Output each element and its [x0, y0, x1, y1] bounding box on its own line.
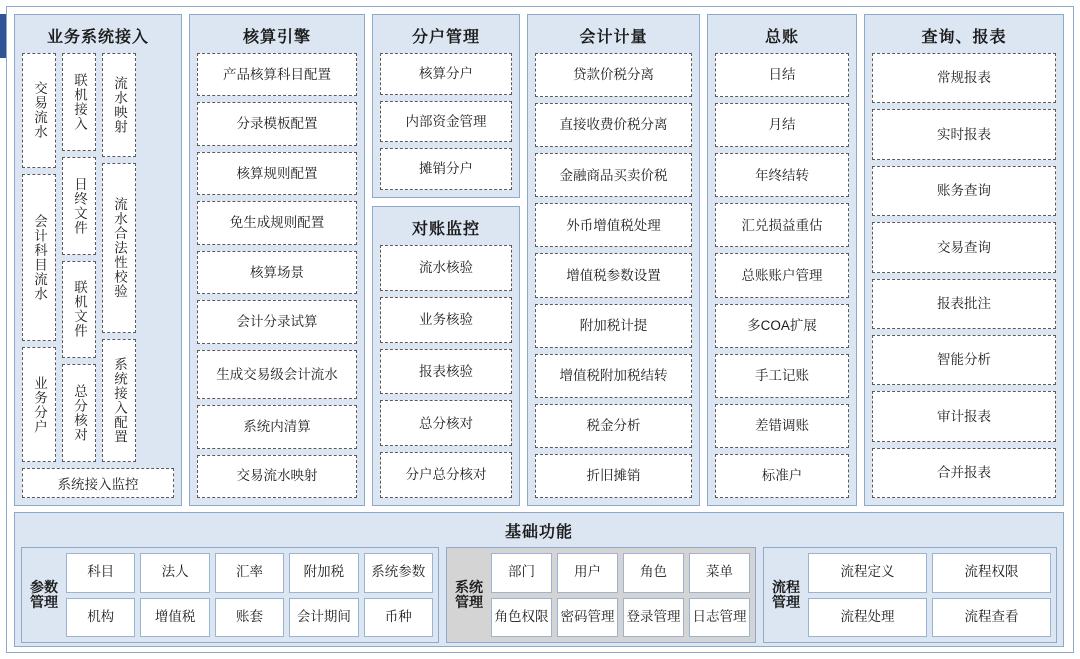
- column-reconciliation-monitor: [372, 206, 520, 506]
- cell-subject[interactable]: 科目: [66, 553, 135, 593]
- cell-menu[interactable]: 菜单: [689, 553, 750, 593]
- cell-surtax[interactable]: 附加税: [289, 553, 358, 593]
- cell-login-management[interactable]: 登录管理: [623, 598, 684, 638]
- cell-system-parameter[interactable]: 系统参数: [364, 553, 433, 593]
- box-loan-price-tax-split[interactable]: 贷款价税分离: [535, 53, 692, 97]
- box-accounting-rule-config[interactable]: 核算规则配置: [197, 152, 357, 195]
- box-total-sub-reconcile[interactable]: 总分核对: [62, 364, 96, 462]
- box-transaction-flow[interactable]: 交易流水: [22, 53, 56, 168]
- box-exempt-rule-config[interactable]: 免生成规则配置: [197, 201, 357, 244]
- business-access-body: [22, 53, 174, 498]
- box-tax-analysis[interactable]: 税金分析: [535, 404, 692, 448]
- box-fx-gain-loss-revaluation[interactable]: 汇兑损益重估: [715, 203, 849, 247]
- cell-account-set[interactable]: 账套: [215, 598, 284, 638]
- column-title: 分户管理: [411, 29, 480, 46]
- box-amortization-subaccount[interactable]: 摊销分户: [380, 148, 512, 190]
- cell-flow-processing[interactable]: 流程处理: [808, 598, 927, 638]
- business-access-grid: [22, 53, 174, 462]
- panel-system-management: [446, 547, 756, 643]
- column-title: 对账监控: [411, 221, 480, 238]
- box-online-access[interactable]: 联机接入: [62, 53, 96, 151]
- box-txn-flow-mapping[interactable]: 交易流水映射: [197, 455, 357, 498]
- box-audit-report[interactable]: 审计报表: [872, 391, 1056, 441]
- cell-department[interactable]: 部门: [491, 553, 552, 593]
- box-entry-template-config[interactable]: 分录模板配置: [197, 102, 357, 145]
- flow-items: [808, 553, 1051, 637]
- column-subaccount-wrapper: [372, 14, 520, 506]
- box-financial-product-trade-tax[interactable]: 金融商品买卖价税: [535, 153, 692, 197]
- box-consolidated-report[interactable]: 合并报表: [872, 448, 1056, 498]
- box-flow-legality-check[interactable]: 流水合法性校验: [102, 163, 136, 334]
- box-product-subject-config[interactable]: 产品核算科目配置: [197, 53, 357, 96]
- box-flow-verification[interactable]: 流水核验: [380, 245, 512, 291]
- cell-password-management[interactable]: 密码管理: [557, 598, 618, 638]
- cell-vat[interactable]: 增值税: [140, 598, 209, 638]
- box-report-verification[interactable]: 报表核验: [380, 349, 512, 395]
- box-subaccount-total-check[interactable]: 分户总分核对: [380, 452, 512, 498]
- basic-functions-section: [14, 512, 1064, 647]
- column-title: 业务系统接入: [46, 29, 149, 46]
- column-title: 总账: [764, 29, 799, 46]
- panel-label-system: 系统管理: [455, 578, 483, 610]
- measurement-items: [535, 53, 692, 498]
- system-items: [491, 553, 750, 637]
- box-daily-settlement[interactable]: 日结: [715, 53, 849, 97]
- cell-legal-entity[interactable]: 法人: [140, 553, 209, 593]
- general-ledger-items: [715, 53, 849, 498]
- column-business-access: [14, 14, 182, 506]
- box-account-subject-flow[interactable]: 会计科目流水: [22, 174, 56, 342]
- cell-flow-definition[interactable]: 流程定义: [808, 553, 927, 593]
- box-total-sub-check[interactable]: 总分核对: [380, 400, 512, 446]
- column-title: 会计计量: [579, 29, 648, 46]
- box-direct-fee-price-tax-split[interactable]: 直接收费价税分离: [535, 103, 692, 147]
- business-access-group-c: [102, 53, 136, 462]
- box-accounting-scenario[interactable]: 核算场景: [197, 251, 357, 294]
- cell-exchange-rate[interactable]: 汇率: [215, 553, 284, 593]
- cell-role[interactable]: 角色: [623, 553, 684, 593]
- box-entry-trial-calc[interactable]: 会计分录试算: [197, 300, 357, 343]
- column-accounting-measurement: [527, 14, 700, 506]
- panel-label-flow: 流程管理: [772, 578, 800, 610]
- box-surtax-accrual[interactable]: 附加税计提: [535, 304, 692, 348]
- box-generate-txn-level-flow[interactable]: 生成交易级会计流水: [197, 350, 357, 399]
- basic-functions-row: [21, 547, 1057, 643]
- box-system-access-monitor[interactable]: 系统接入监控: [22, 468, 174, 498]
- box-business-verification[interactable]: 业务核验: [380, 297, 512, 343]
- box-internal-fund-management[interactable]: 内部资金管理: [380, 101, 512, 143]
- business-access-group-a: [22, 53, 56, 462]
- box-foreign-currency-vat[interactable]: 外币增值税处理: [535, 203, 692, 247]
- box-manual-bookkeeping[interactable]: 手工记账: [715, 354, 849, 398]
- panel-parameter-management: [21, 547, 439, 643]
- panel-flow-management: [763, 547, 1057, 643]
- column-general-ledger: [707, 14, 857, 506]
- box-system-access-config[interactable]: 系统接入配置: [102, 339, 136, 462]
- cell-currency[interactable]: 币种: [364, 598, 433, 638]
- box-vat-parameter-setting[interactable]: 增值税参数设置: [535, 253, 692, 297]
- box-realtime-report[interactable]: 实时报表: [872, 109, 1056, 159]
- cell-user[interactable]: 用户: [557, 553, 618, 593]
- box-regular-report[interactable]: 常规报表: [872, 53, 1056, 103]
- box-standard-account[interactable]: 标准户: [715, 454, 849, 498]
- top-columns: [14, 14, 1064, 506]
- box-intra-system-clearing[interactable]: 系统内清算: [197, 405, 357, 448]
- cell-accounting-period[interactable]: 会计期间: [289, 598, 358, 638]
- parameter-items: [66, 553, 433, 637]
- business-access-group-b: [62, 53, 96, 462]
- box-multi-coa-extension[interactable]: 多COA扩展: [715, 304, 849, 348]
- panel-label-parameter: 参数管理: [30, 578, 58, 610]
- basic-functions-title: 基础功能: [504, 524, 573, 541]
- box-intelligent-analysis[interactable]: 智能分析: [872, 335, 1056, 385]
- box-gl-account-management[interactable]: 总账账户管理: [715, 253, 849, 297]
- reconciliation-items: [380, 245, 512, 498]
- box-depreciation-amortization[interactable]: 折旧摊销: [535, 454, 692, 498]
- box-report-annotation[interactable]: 报表批注: [872, 279, 1056, 329]
- box-account-query[interactable]: 账务查询: [872, 166, 1056, 216]
- cell-flow-view[interactable]: 流程查看: [932, 598, 1051, 638]
- box-flow-mapping[interactable]: 流水映射: [102, 53, 136, 157]
- box-vat-surtax-carryover[interactable]: 增值税附加税结转: [535, 354, 692, 398]
- accounting-engine-items: [197, 53, 357, 498]
- column-accounting-engine: [189, 14, 365, 506]
- box-online-file[interactable]: 联机文件: [62, 261, 96, 359]
- box-eod-file[interactable]: 日终文件: [62, 157, 96, 255]
- query-report-items: [872, 53, 1056, 498]
- column-title: 核算引擎: [242, 29, 311, 46]
- box-business-subaccount[interactable]: 业务分户: [22, 347, 56, 462]
- subaccount-items: [380, 53, 512, 190]
- column-title: 查询、报表: [921, 29, 1007, 46]
- box-year-end-carryover[interactable]: 年终结转: [715, 153, 849, 197]
- box-monthly-settlement[interactable]: 月结: [715, 103, 849, 147]
- cell-log-management[interactable]: 日志管理: [689, 598, 750, 638]
- box-accounting-subaccount[interactable]: 核算分户: [380, 53, 512, 95]
- column-query-report: [864, 14, 1064, 506]
- cell-role-permission[interactable]: 角色权限: [491, 598, 552, 638]
- column-subaccount-management: [372, 14, 520, 198]
- box-transaction-query[interactable]: 交易查询: [872, 222, 1056, 272]
- cell-institution[interactable]: 机构: [66, 598, 135, 638]
- cell-flow-permission[interactable]: 流程权限: [932, 553, 1051, 593]
- box-error-adjustment[interactable]: 差错调账: [715, 404, 849, 448]
